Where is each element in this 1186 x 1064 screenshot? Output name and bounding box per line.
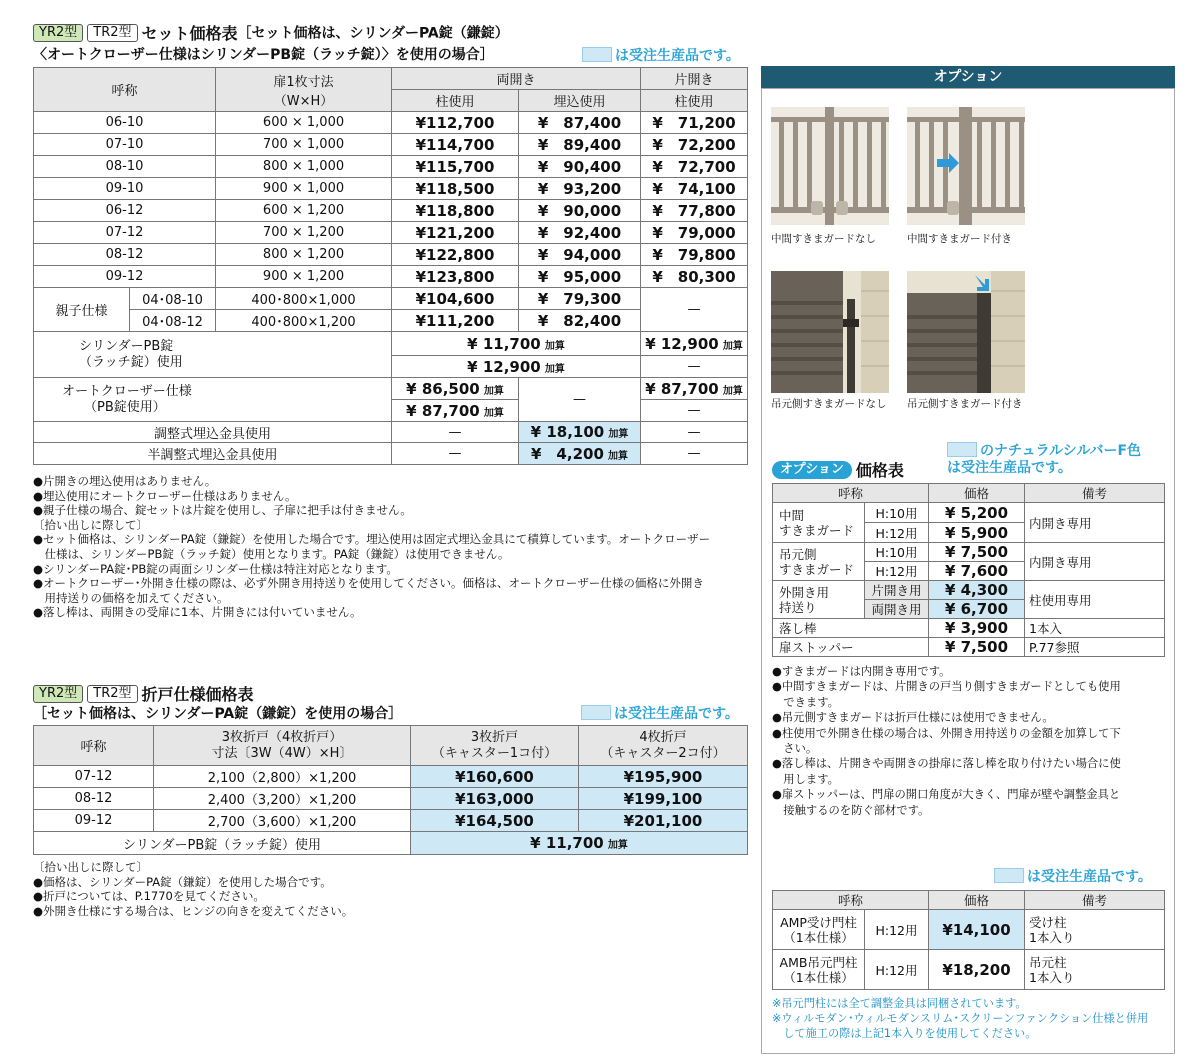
- row-price-single: ¥ 72,200: [641, 134, 748, 156]
- set-price-notes: [33, 474, 710, 620]
- note-line: 用持送りの価格を加えてください。: [33, 590, 229, 605]
- price-cell: ¥ 7,500: [929, 638, 1025, 657]
- price-cell: ¥ 5,900: [929, 523, 1025, 543]
- size-cell: H:10用: [865, 503, 929, 523]
- made-to-order-legend: は受注生産品です。: [994, 866, 1152, 886]
- caption-mid-guard-none: 中間すきまガードなし: [771, 233, 876, 245]
- pb-oyako-price: ¥ 12,900 加算: [392, 356, 641, 378]
- row-size: 700 × 1,000: [216, 134, 392, 156]
- table-row: [34, 788, 748, 810]
- note-cell: P.77参照: [1025, 638, 1165, 657]
- table-row: [34, 222, 748, 244]
- note-line: ●折戸については、P.1770を見てください。: [33, 889, 265, 904]
- price-cell: ¥ 5,200: [929, 503, 1025, 523]
- col-3fold-header: 3枚折戸 （キャスター1コ付）: [411, 726, 579, 766]
- oyako-single-dash: —: [641, 288, 748, 332]
- table-row: [34, 112, 748, 134]
- col-post2-header: 柱使用: [641, 90, 748, 112]
- row-price-3fold: ¥164,500: [411, 810, 579, 832]
- note-line: ●片開きの埋込使用はありません。: [33, 474, 217, 488]
- table-row: [773, 581, 1165, 600]
- col-note-header: 備考: [1025, 891, 1165, 910]
- model-tag-tr2: TR2型: [87, 24, 137, 42]
- oyako-price-embed: ¥ 82,400: [519, 310, 641, 332]
- mid-guard-label: 中間 すきまガード: [773, 503, 865, 543]
- note-line: 〔拾い出しに際して〕: [33, 860, 148, 874]
- table-row: [34, 310, 748, 332]
- note-line: ※ウィルモダン･ウィルモダンスリム･スクリーンファンクション仕様と併用: [772, 1012, 1149, 1025]
- note-cell: 吊元柱 1本入り: [1025, 950, 1165, 990]
- note-cell: 受け柱 1本入り: [1025, 910, 1165, 950]
- price-cell: ¥ 3,900: [929, 619, 1025, 638]
- row-price-single: ¥ 80,300: [641, 266, 748, 288]
- photo-mid-guard-with: [907, 107, 1025, 225]
- size-cell: H:12用: [865, 562, 929, 581]
- made-to-order-legend: は受注生産品です。: [582, 45, 740, 65]
- note-line: 仕様は、シリンダーPB錠（ラッチ錠）使用となります。PA錠（鎌錠）は使用できません。: [33, 546, 510, 561]
- option-price-table: [772, 483, 1165, 657]
- row-price-4fold: ¥201,100: [579, 810, 748, 832]
- oyako-price-post: ¥111,200: [392, 310, 519, 332]
- size-cell: H:10用: [865, 543, 929, 562]
- pb-price: ¥ 11,700 加算: [392, 332, 641, 356]
- note-line: ●吊元側すきまガードは折戸仕様には使用できません。: [772, 711, 1054, 725]
- auto-label: オートクローザー仕様 （PB錠使用）: [34, 378, 392, 422]
- row-name: 06-10: [34, 112, 216, 134]
- set-price-header: [33, 21, 509, 44]
- row-name: 07-12: [34, 766, 154, 788]
- pb-oyako-single-dash: —: [641, 356, 748, 378]
- size-cell: H:12用: [865, 910, 929, 950]
- note-line: できます。: [772, 695, 839, 709]
- stopper-label: 扉ストッパー: [773, 638, 929, 657]
- col-post-header: 柱使用: [392, 90, 519, 112]
- row-price-post: ¥118,800: [392, 200, 519, 222]
- note-line: ●落し棒は、両開きの受扉に1本、片開きには付いていません。: [33, 605, 362, 620]
- row-price-3fold: ¥160,600: [411, 766, 579, 788]
- note-cell: 内開き専用: [1025, 503, 1165, 543]
- set-price-title-note: ［セット価格は、シリンダーPA錠（鎌錠）: [237, 25, 509, 42]
- row-price-single: ¥ 79,000: [641, 222, 748, 244]
- note-line: ●外開き仕様にする場合は、ヒンジの向きを変えてください。: [33, 903, 354, 918]
- options-title-bar: オプション: [761, 66, 1175, 88]
- auto-embed-dash: —: [519, 378, 641, 422]
- row-price-single: ¥ 74,100: [641, 178, 748, 200]
- option-price-title: オプション 価格表: [772, 458, 904, 481]
- row-price-embed: ¥ 89,400: [519, 134, 641, 156]
- note-line: ●落し棒は、片開きや両開きの掛扉に落し棒を取り付けたい場合に使: [772, 757, 1121, 771]
- adj-dash: —: [392, 422, 519, 443]
- col-price-header: 価格: [929, 484, 1025, 503]
- legend-swatch: [581, 705, 611, 720]
- row-price-embed: ¥ 90,000: [519, 200, 641, 222]
- note-line: 接触するのを防ぐ部材です。: [772, 803, 930, 817]
- row-name: 06-12: [34, 200, 216, 222]
- row-price-embed: ¥ 87,400: [519, 112, 641, 134]
- post-name: AMP受け門柱 （1本仕様）: [773, 910, 865, 950]
- note-cell: 内開き専用: [1025, 543, 1165, 581]
- row-price-post: ¥123,800: [392, 266, 519, 288]
- note-line: ※吊元門柱には全て調整金具は同梱されています。: [772, 997, 1027, 1010]
- row-price-post: ¥114,700: [392, 134, 519, 156]
- folding-header: [33, 682, 254, 705]
- semi-label: 半調整式埋込金具使用: [34, 443, 392, 465]
- note-line: 用します。: [772, 772, 839, 786]
- row-price-single: ¥ 79,800: [641, 244, 748, 266]
- col-4fold-header: 4枚折戸 （キャスター2コ付）: [579, 726, 748, 766]
- row-price-embed: ¥ 92,400: [519, 222, 641, 244]
- row-size: 2,700（3,600）×1,200: [154, 810, 411, 832]
- table-row: [773, 503, 1165, 523]
- folding-pb-price: ¥ 11,700 加算: [411, 832, 748, 855]
- semi-price: ¥ 4,200 加算: [519, 443, 641, 465]
- note-line: 〔拾い出しに際して〕: [33, 517, 148, 532]
- made-to-order-legend: は受注生産品です。: [581, 703, 739, 723]
- row-name: 08-12: [34, 788, 154, 810]
- col-name-header: 呼称: [34, 68, 216, 112]
- caption-hang-guard-with: 吊元側すきまガード付き: [907, 398, 1023, 410]
- note-line: ●埋込使用にオートクローザー仕様はありません。: [33, 488, 297, 503]
- adj-price: ¥ 18,100 加算: [519, 422, 641, 443]
- oyako-size: 400･800×1,200: [216, 310, 392, 332]
- row-size: 800 × 1,200: [216, 244, 392, 266]
- oyako-label: 親子仕様: [34, 288, 130, 332]
- caption-mid-guard-with: 中間すきまガード付き: [907, 233, 1012, 245]
- note-line: ●シリンダーPA錠･PB錠の両面シリンダー仕様は特注対応となります。: [33, 561, 398, 576]
- table-row: [34, 422, 748, 443]
- row-size: 2,400（3,200）×1,200: [154, 788, 411, 810]
- row-size: 2,100（2,800）×1,200: [154, 766, 411, 788]
- col-embed-header: 埋込使用: [519, 90, 641, 112]
- legend-swatch: [994, 868, 1024, 883]
- table-row: [773, 950, 1165, 990]
- natural-silver-legend: のナチュラルシルバーF色 は受注生産品です。: [947, 443, 1142, 476]
- oyako-price-post: ¥104,600: [392, 288, 519, 310]
- row-name: 08-10: [34, 156, 216, 178]
- row-size: 900 × 1,200: [216, 266, 392, 288]
- note-line: ●セット価格は、シリンダーPA錠（鎌錠）を使用した場合です。埋込使用は固定式埋込金具にて積算しています。オートクローザー: [33, 532, 711, 547]
- row-size: 600 × 1,200: [216, 200, 392, 222]
- row-name: 09-12: [34, 266, 216, 288]
- col-price-header: 価格: [929, 891, 1025, 910]
- table-row: [34, 156, 748, 178]
- table-row: [773, 619, 1165, 638]
- row-price-post: ¥122,800: [392, 244, 519, 266]
- price-cell: ¥ 7,500: [929, 543, 1025, 562]
- note-line: ●親子仕様の場合、錠セットは片錠を使用し、子扉に把手は付きません。: [33, 503, 412, 518]
- gate-post-table: [772, 890, 1165, 990]
- row-price-embed: ¥ 94,000: [519, 244, 641, 266]
- price-cell: ¥ 4,300: [929, 581, 1025, 600]
- table-row: [773, 543, 1165, 562]
- note-cell: 1本入: [1025, 619, 1165, 638]
- legend-swatch: [947, 442, 977, 457]
- pb-single-price: ¥ 12,900 加算: [641, 332, 748, 356]
- row-size: 700 × 1,200: [216, 222, 392, 244]
- adj-label: 調整式埋込金具使用: [34, 422, 392, 443]
- table-row: [34, 832, 748, 855]
- folding-subtitle: ［セット価格は、シリンダーPA錠（鎌錠）を使用の場合］: [33, 706, 403, 722]
- note-line: ●オートクローザー･外開き仕様の際は、必ず外開き用持送りを使用してください。価格は、オートクローザー仕様の価格に外開き: [33, 576, 704, 591]
- row-price-3fold: ¥163,000: [411, 788, 579, 810]
- auto-single-price: ¥ 87,700 加算: [641, 378, 748, 400]
- row-price-embed: ¥ 95,000: [519, 266, 641, 288]
- option-notes: [772, 664, 1121, 818]
- table-row: [34, 288, 748, 310]
- row-price-single: ¥ 77,800: [641, 200, 748, 222]
- folding-price-table: [33, 725, 748, 855]
- row-size: 800 × 1,000: [216, 156, 392, 178]
- row-size: 600 × 1,000: [216, 112, 392, 134]
- col-name-header: 呼称: [34, 726, 154, 766]
- table-row: [34, 443, 748, 465]
- gate-post-footnotes: [772, 996, 1148, 1041]
- auto-oyako-single-dash: —: [641, 400, 748, 422]
- photo-hang-guard-with: [907, 271, 1025, 393]
- note-line: さい。: [772, 742, 818, 756]
- price-cell: ¥ 6,700: [929, 600, 1025, 619]
- semi-single-dash: —: [641, 443, 748, 465]
- row-price-embed: ¥ 90,400: [519, 156, 641, 178]
- row-name: 09-10: [34, 178, 216, 200]
- post-name: AMB吊元門柱 （1本仕様）: [773, 950, 865, 990]
- model-tag-yr2: YR2型: [33, 685, 83, 703]
- price-cell: ¥ 7,600: [929, 562, 1025, 581]
- row-price-post: ¥121,200: [392, 222, 519, 244]
- price-cell: ¥14,100: [929, 910, 1025, 950]
- note-cell: 柱使用専用: [1025, 581, 1165, 619]
- legend-swatch: [582, 47, 612, 62]
- oyako-name: 04･08-12: [130, 310, 216, 332]
- table-row: [34, 244, 748, 266]
- set-price-title: セット価格表: [141, 24, 238, 43]
- col-size-header: 扉1枚寸法 （W×H）: [216, 68, 392, 112]
- row-price-post: ¥115,700: [392, 156, 519, 178]
- auto-price: ¥ 86,500 加算: [392, 378, 519, 400]
- col-name-header: 呼称: [773, 484, 929, 503]
- row-name: 07-10: [34, 134, 216, 156]
- table-row: [34, 178, 748, 200]
- semi-dash: —: [392, 443, 519, 465]
- col-size-header: 3枚折戸（4枚折戸） 寸法〔3W（4W）×H〕: [154, 726, 411, 766]
- note-line: して施工の際は上記1本入りを使用してください。: [772, 1027, 1037, 1040]
- size-cell: 両開き用: [865, 600, 929, 619]
- note-line: ●柱使用で外開き仕様の場合は、外開き用持送りの金額を加算して下: [772, 726, 1121, 740]
- row-price-embed: ¥ 93,200: [519, 178, 641, 200]
- set-price-table: [33, 67, 748, 465]
- model-tag-tr2: TR2型: [87, 685, 137, 703]
- oyako-price-embed: ¥ 79,300: [519, 288, 641, 310]
- price-cell: ¥18,200: [929, 950, 1025, 990]
- drop-rod-label: 落し棒: [773, 619, 929, 638]
- note-line: ●中間すきまガードは、片開きの戸当り側すきまガードとしても使用: [772, 680, 1121, 694]
- photo-mid-guard-none: [771, 107, 889, 225]
- table-row: [34, 378, 748, 400]
- photo-hang-guard-none: [771, 271, 889, 393]
- caption-hang-guard-none: 吊元側すきまガードなし: [771, 398, 887, 410]
- table-row: [34, 266, 748, 288]
- table-row: [34, 810, 748, 832]
- col-double-header: 両開き: [392, 68, 641, 90]
- row-price-single: ¥ 71,200: [641, 112, 748, 134]
- row-price-4fold: ¥195,900: [579, 766, 748, 788]
- model-tag-yr2: YR2型: [33, 24, 83, 42]
- table-row: [34, 332, 748, 356]
- col-note-header: 備考: [1025, 484, 1165, 503]
- table-row: [34, 766, 748, 788]
- out-bracket-label: 外開き用 持送り: [773, 581, 865, 619]
- table-row: [34, 134, 748, 156]
- folding-title: 折戸仕様価格表: [141, 685, 254, 704]
- row-name: 08-12: [34, 244, 216, 266]
- note-line: ●扉ストッパーは、門扉の開口角度が大きく、門扉が壁や調整金具と: [772, 788, 1121, 802]
- row-price-post: ¥112,700: [392, 112, 519, 134]
- table-row: [773, 638, 1165, 657]
- col-single-header: 片開き: [641, 68, 748, 90]
- row-size: 900 × 1,000: [216, 178, 392, 200]
- row-price-4fold: ¥199,100: [579, 788, 748, 810]
- note-line: ●すきまガードは内開き専用です。: [772, 665, 951, 678]
- table-row: [34, 200, 748, 222]
- folding-pb-label: シリンダーPB錠（ラッチ錠）使用: [34, 832, 411, 855]
- hang-guard-label: 吊元側 すきまガード: [773, 543, 865, 581]
- folding-notes: [33, 860, 353, 918]
- pb-label: シリンダーPB錠 （ラッチ錠）使用: [34, 332, 392, 378]
- row-name: 07-12: [34, 222, 216, 244]
- row-price-single: ¥ 72,700: [641, 156, 748, 178]
- set-price-subtitle: 〈オートクローザー仕様はシリンダーPB錠（ラッチ錠）〉を使用の場合］: [33, 47, 494, 63]
- row-name: 09-12: [34, 810, 154, 832]
- col-name-header: 呼称: [773, 891, 929, 910]
- option-pill: オプション: [772, 461, 852, 479]
- auto-oyako-price: ¥ 87,700 加算: [392, 400, 519, 422]
- size-cell: H:12用: [865, 523, 929, 543]
- oyako-size: 400･800×1,000: [216, 288, 392, 310]
- table-row: [773, 910, 1165, 950]
- note-line: ●価格は、シリンダーPA錠（鎌錠）を使用した場合です。: [33, 874, 332, 889]
- size-cell: 片開き用: [865, 581, 929, 600]
- adj-single-dash: —: [641, 422, 748, 443]
- size-cell: H:12用: [865, 950, 929, 990]
- oyako-name: 04･08-10: [130, 288, 216, 310]
- row-price-post: ¥118,500: [392, 178, 519, 200]
